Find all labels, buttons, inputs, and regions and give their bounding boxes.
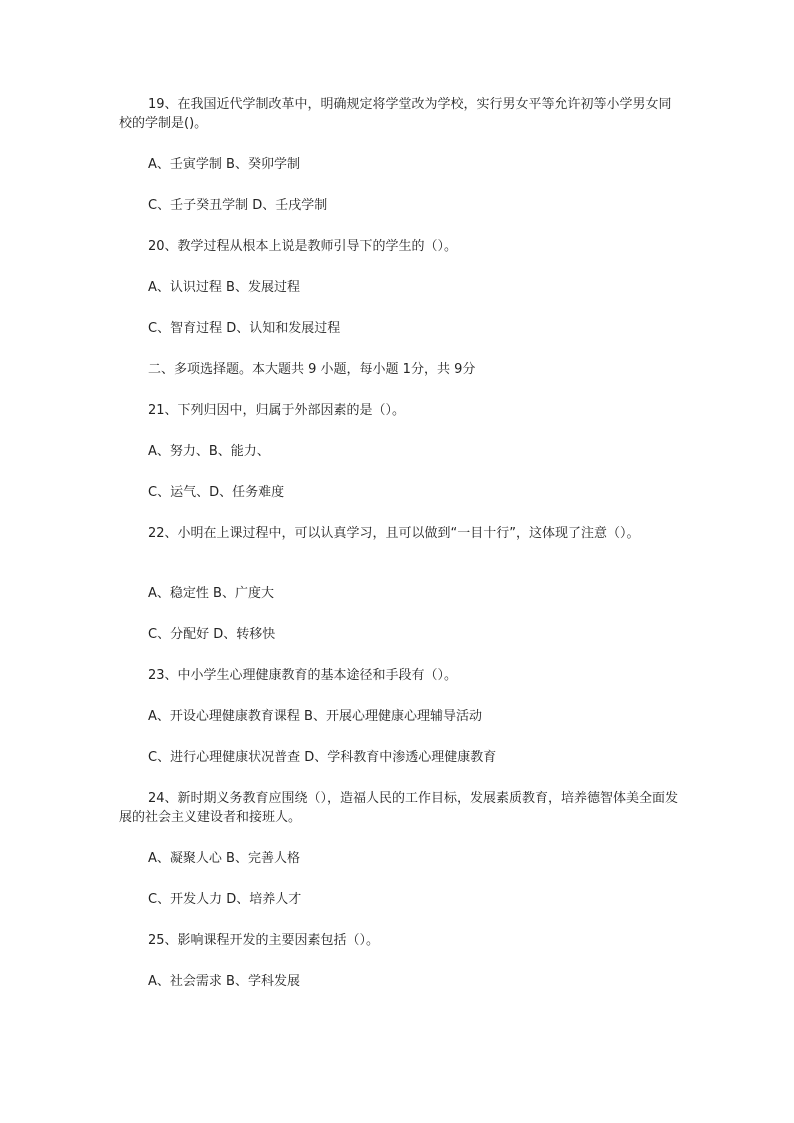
question-21-options-cd: C、运气、D、任务难度 [148,485,285,500]
question-23-options-ab: A、开设心理健康教育课程 B、开展心理健康心理辅导活动 [148,709,482,724]
question-19-options-ab: A、壬寅学制 B、癸卯学制 [148,157,300,172]
question-22: 22、小明在上课过程中，可以认真学习，且可以做到“一目十行”，这体现了注意（）。 [148,526,640,541]
question-20-options-ab: A、认识过程 B、发展过程 [148,280,300,295]
question-19-options-cd: C、壬子癸丑学制 D、壬戌学制 [148,198,328,213]
question-25: 25、影响课程开发的主要因素包括（）。 [148,933,380,948]
question-22-options-ab: A、稳定性 B、广度大 [148,586,274,601]
question-24-options-ab: A、凝聚人心 B、完善人格 [148,851,300,866]
section-heading-multiple-choice: 二、多项选择题。本大题共 9 小题，每小题 1分，共 9分 [148,362,476,377]
question-23: 23、中小学生心理健康教育的基本途径和手段有（）。 [148,668,458,683]
question-24: 24、新时期义务教育应围绕（），造福人民的工作目标，发展素质教育，培养德智体美全面发展的社会主义建设者和接班人。 [119,791,679,825]
question-21: 21、下列归因中，归属于外部因素的是（）。 [148,403,406,418]
question-19: 19、在我国近代学制改革中，明确规定将学堂改为学校，实行男女平等允许初等小学男女同校的学制是()。 [119,97,672,131]
question-24-options-cd: C、开发人力 D、培养人才 [148,892,302,907]
question-22-options-cd: C、分配好 D、转移快 [148,627,276,642]
document-page [119,95,679,991]
question-20-options-cd: C、智育过程 D、认知和发展过程 [148,321,341,336]
question-21-options-ab: A、努力、B、能力、 [148,444,270,459]
question-23-options-cd: C、进行心理健康状况普查 D、学科教育中渗透心理健康教育 [148,750,497,765]
question-25-options-ab: A、社会需求 B、学科发展 [148,974,300,989]
question-20: 20、教学过程从根本上说是教师引导下的学生的（）。 [148,239,458,254]
